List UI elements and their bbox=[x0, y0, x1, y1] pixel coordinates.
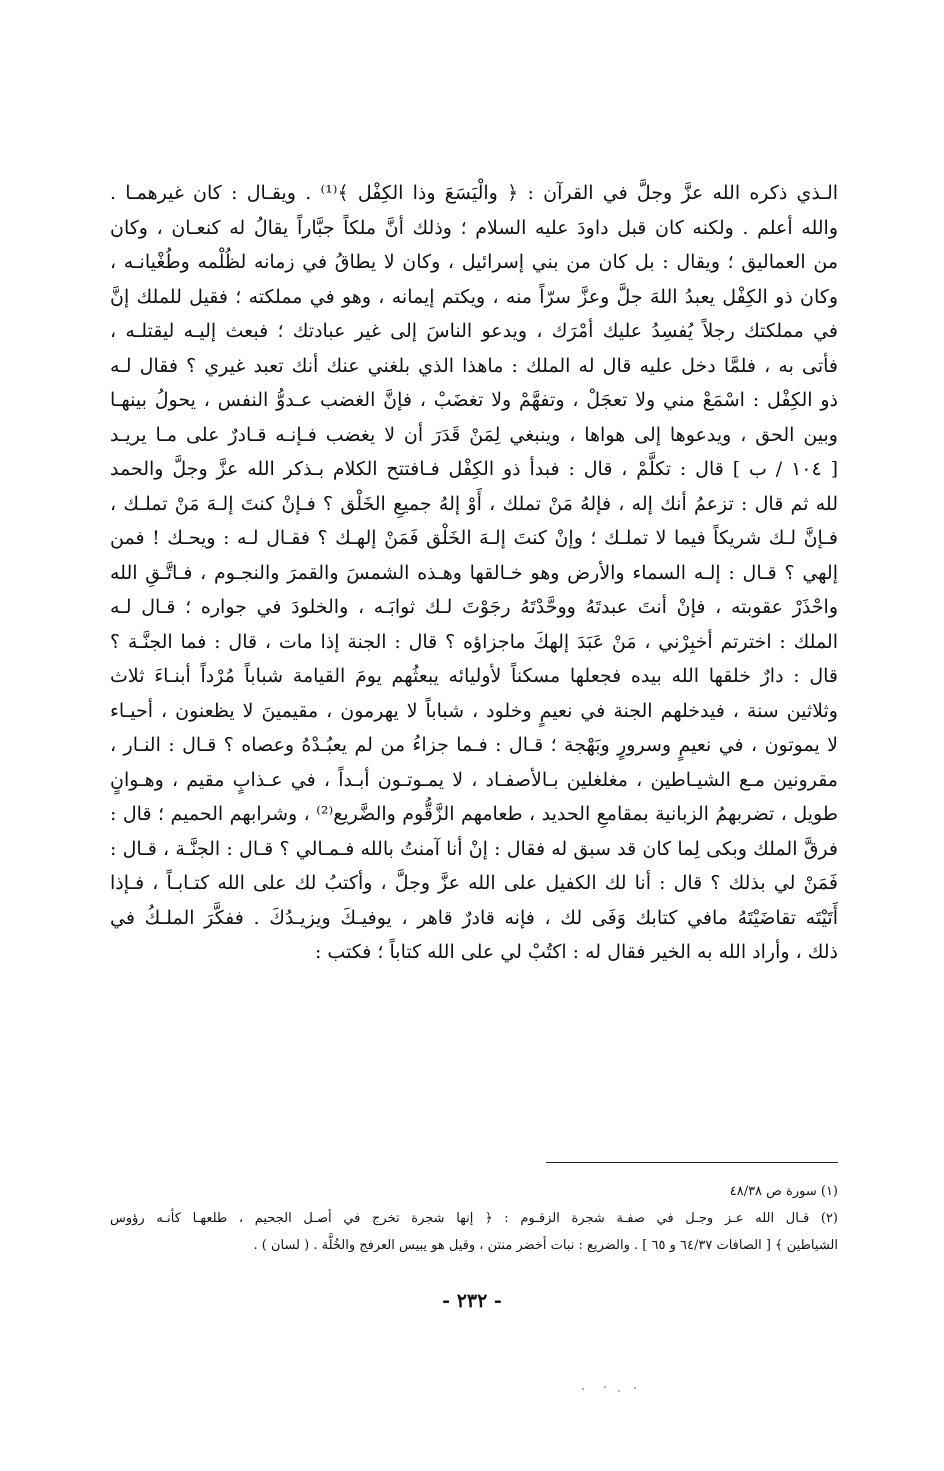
footnote-separator bbox=[546, 1162, 838, 1163]
text-line: فأتى به ، فلمَّا دخل عليه قال له الملك : ماهذا الذي بلغني عنك أنك تعبد غيري ؟ فقال لـه bbox=[110, 354, 838, 377]
text-line: وبين الحق ، ويدعوها إلى هواها ، وينبغي لِمَنْ قَدَرَ أن لا يغضب فـإنـه قـادرٌ على مـا يريـد bbox=[110, 423, 838, 446]
text-line: في مملكتك رجلاً يُفسِدُ عليك أمْرَك ، ويدعو الناسَ إلى غير عبادتك ؛ فبعث إليـه ليقتلـه ، bbox=[110, 320, 838, 342]
text-line: طويل ، تضربهمُ الزبانية بمقامعِ الحديد ، طعامهم الزَّقُّوم والضَّريع⁽²⁾ ، وشرابهم الحميم ؛ قال : bbox=[110, 803, 838, 825]
scan-speck bbox=[634, 1387, 636, 1389]
text-line: وثلاثين سنة ، فيدخلهم الجنة في نعيمٍ وخلود ، شباباً لا يهرمون ، مقيمينَ لا يظعنون ، أحيـاء bbox=[110, 699, 838, 722]
footnote-2: (٢) قـال الله عـز وجـل في صفـة شجرة الزقـوم : ﴿ إنها شجرة تخرج في أصـل الجحيم ، طلعهـا كأنـه رؤوس bbox=[110, 1211, 838, 1226]
text-line: والله أعلم . ولكنه كان قبل داودَ عليه السلام ؛ وذلك أنَّ ملكاً جبَّاراً يقالُ له كنعـان ، وكان bbox=[110, 216, 838, 239]
text-line: أَتَيْتَه تقاضَيْتَهُ مافي كتابك وَفَى لك ، فإنه قادرٌ قاهر ، يوفيـكَ ويزيـدُكَ . ففكَّرَ الملـكُ في bbox=[110, 906, 838, 929]
text-line: الـذي ذكره الله عزَّ وجلَّ في القرآن : ﴿ والْيَسَعَ وذا الكِفْل ﴾⁽¹⁾ . ويقـال : كان غيرهمـا . bbox=[110, 182, 838, 204]
text-line: فَمَنْ لي بذلك ؟ قال : أنا لك الكفيل على الله عزَّ وجلَّ ، وأكتبُ لك على الله كتـابـاً ، فـإذا bbox=[110, 872, 838, 894]
footnotes-block bbox=[110, 1178, 838, 1259]
text-line: ذو الكِفْل : اسْمَعْ مني ولا تعجَلْ ، وتفهَّمْ ولا تغضَبْ ، فإنَّ الغضب عـدوُّ النفس ، يحولُ بينهـا bbox=[110, 389, 838, 411]
text-line-last: ذلك ، وأراد الله به الخير فقال له : اكتُبْ لي على الله كتاباً ؛ فكتب : bbox=[314, 941, 838, 963]
text-line: لا يموتون ، في نعيمٍ وسرورٍ وبَهْجة ؛ قـال : فـما جزاءُ من لم يعبُـدْهُ وعصاه ؟ قـال : النـار ، bbox=[110, 734, 838, 756]
text-line: الملك : اخترتم أخبِرْني ، مَنْ عَبَدَ إلهكَ ماجزاؤه ؟ قال : الجنة إذا مات ، قال : فما الجنَّـة ؟ bbox=[110, 630, 838, 653]
scan-speck bbox=[582, 1388, 584, 1390]
main-text-block bbox=[110, 176, 838, 970]
text-line: مقرونين مـع الشيـاطين ، مغلغلين بـالأصفـاد ، لا يمـوتـون أبـداً ، في عـذابٍ مقيم ، وهـوانٍ bbox=[110, 768, 838, 791]
text-line: لله ثم قال : تزعمُ أنك إله ، فإلهُ مَنْ تملك ، أَوْ إلهُ جميعِ الخَلْق ؟ فـإنْ كنتَ إلـهَ مَنْ تملـك ، bbox=[110, 492, 838, 515]
text-line: فرقَّ الملك وبكى لِما كان قد سبق له فقال : إنْ أنا آمنتُ بالله فـمـالي ؟ قـال : الجنَّـة ، قـال : bbox=[110, 837, 838, 860]
text-line: واحْذَرْ عقوبته ، فإنْ أنتَ عبدتَهُ ووحَّدْتَهُ رجَوْتَ لـك ثوابَـه ، والخلودَ في جواره ؛ قـال لـه bbox=[110, 596, 838, 618]
text-line: فـإنَّ لـك شريكاً فيما لا تملـك ؛ وإنْ كنتَ إلـهَ الخَلْق فَمَنْ إلهـك ؟ فقـال لـه : ويحـك ! فمن bbox=[110, 527, 838, 549]
footnote-1: (١) سورة ص ٤٨/٣٨ bbox=[729, 1184, 838, 1199]
text-line: قال : دارٌ خلقها الله بيده فجعلها مسكناً لأوليائه يبعثُهم يومَ القيامة شباباً مُرْداً أبنـاءَ ثلاث bbox=[110, 665, 838, 687]
footnote-2-continuation: الشياطين ﴾ [ الصافات ٦٤/٣٧ و ٦٥ ] . والضريع : نبات أخضر منتن ، وقيل هو يبيس العرفج والخُلَّة . ( لسان ) . bbox=[253, 1238, 838, 1253]
text-line: وكان ذو الكِفْل يعبدُ اللهَ جلَّ وعزَّ سرّاً منه ، ويكتم إيمانه ، وهو في مملكته ؛ فقيل للملك إنَّ bbox=[110, 285, 838, 308]
scan-speck bbox=[618, 1390, 620, 1392]
text-line: [ ١٠٤ / ب ] قال : تكلَّمْ ، قال : فبدأ ذو الكِفْل فـافتتح الكلام بـذكر الله عزَّ وجلَّ والحمد bbox=[110, 458, 838, 480]
text-line: من العماليق ؛ ويقال : بل كان من بني إسرائيل ، وكان لا يطاقُ في زمانه لظُلْمه وطُغْيانـه ، bbox=[110, 251, 838, 273]
page-number: - ٢٣٢ - bbox=[442, 1290, 502, 1312]
scan-speck bbox=[604, 1386, 606, 1388]
scan-specks bbox=[582, 1384, 642, 1394]
text-line: إلهي ؟ قـال : إلـه السماء والأرض وهو خـالقها وهـذه الشمسَ والقمرَ والنجـوم ، فـاتَّـقِ الله bbox=[110, 561, 838, 584]
